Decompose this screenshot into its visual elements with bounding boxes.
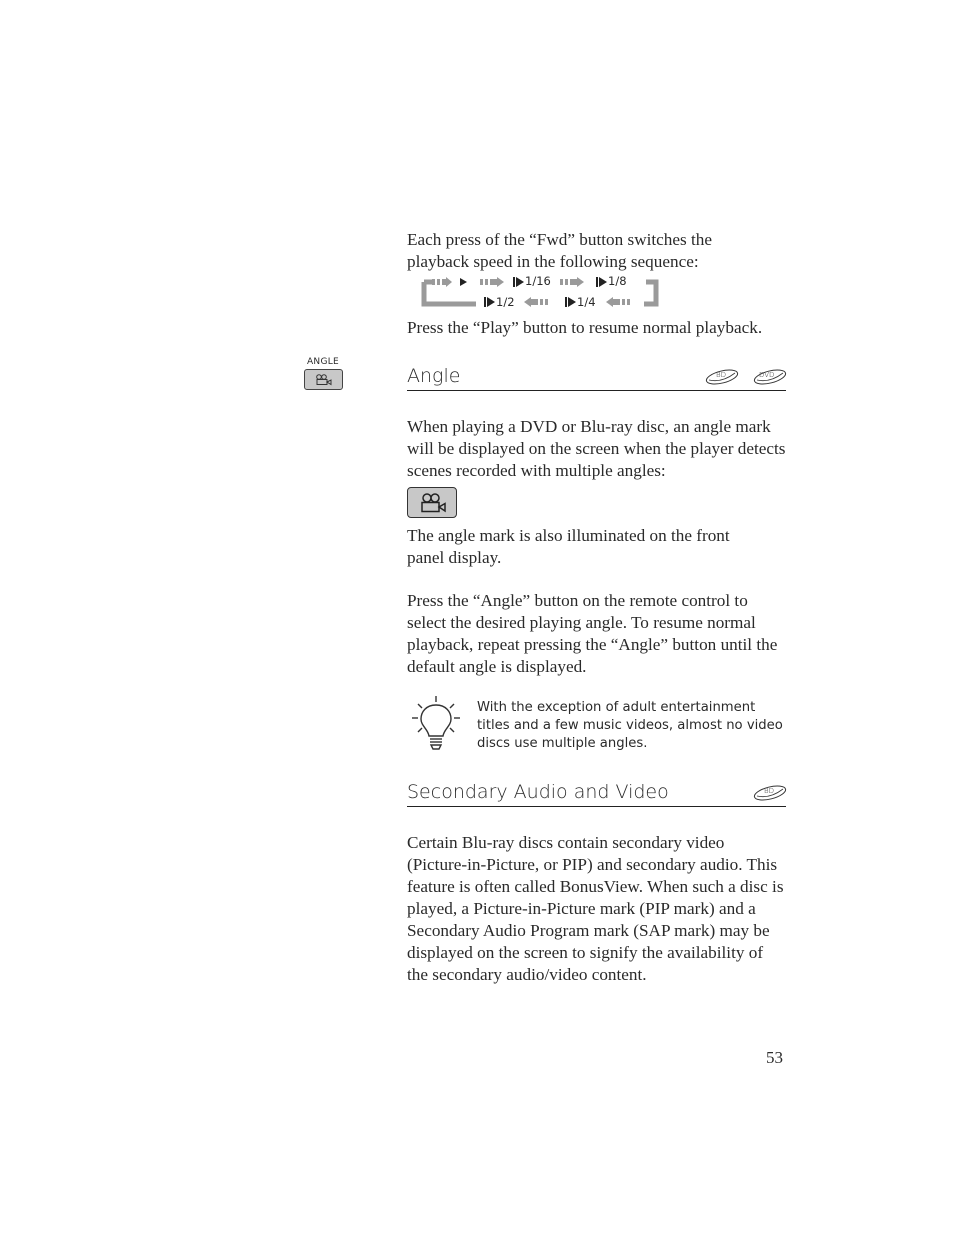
angle-paragraph-2: The angle mark is also illuminated on the front panel display. [407, 526, 730, 567]
angle-title: Angle [407, 365, 461, 387]
angle-section-heading [407, 364, 786, 391]
disc-badge-bd: BD [716, 371, 726, 379]
angle-remote-button [303, 357, 343, 391]
speed-label-1-2: 1/2 [496, 295, 515, 309]
angle-paragraph-3: Press the “Angle” button on the remote control to select the desired playing angle. To resume normal playback, repeat pressing the “Angle” button until the default angle is displayed. [407, 591, 778, 676]
secondary-paragraph: Certain Blu-ray discs contain secondary video (Picture-in-Picture, or PIP) and secondary audio. This feature is often called BonusView. When such a disc is played, a Picture-in-Picture mark (PIP mark) and a Secondary Audio Program mark (SAP mark) may be displayed on the screen to signify the availability of the secondary audio/video content. [407, 833, 784, 984]
disc-badge-dvd: DVD [759, 371, 775, 379]
speed-label-1-8: 1/8 [608, 274, 627, 288]
camera-icon [305, 370, 342, 389]
angle-button-label: ANGLE [306, 357, 340, 367]
angle-mark [407, 487, 457, 518]
secondary-section-heading [407, 780, 786, 807]
speed-sequence-diagram [420, 274, 665, 310]
disc-badge-bd: BD [764, 787, 774, 795]
disc-icon-dvd [753, 364, 787, 386]
speed-label-1-4: 1/4 [577, 295, 596, 309]
disc-icon-bd [705, 364, 739, 386]
play-paragraph: Press the “Play” button to resume normal playback. [407, 318, 763, 337]
angle-paragraph-1: When playing a DVD or Blu-ray disc, an angle mark will be displayed on the screen when the player detects scenes recorded with multiple angles: [407, 417, 786, 480]
speed-label-1-16: 1/16 [525, 274, 551, 288]
page-number: 53 [766, 1048, 783, 1067]
angle-button-body [304, 369, 343, 390]
camera-icon [408, 488, 455, 516]
lightbulb-icon [412, 696, 460, 752]
disc-icon-bd [753, 780, 787, 802]
fwd-paragraph: Each press of the “Fwd” button switches the playback speed in the following sequence: [407, 230, 713, 271]
secondary-title: Secondary Audio and Video [407, 781, 669, 803]
tip-text: With the exception of adult entertainment titles and a few music videos, almost no video discs use multiple angles. [477, 700, 783, 751]
